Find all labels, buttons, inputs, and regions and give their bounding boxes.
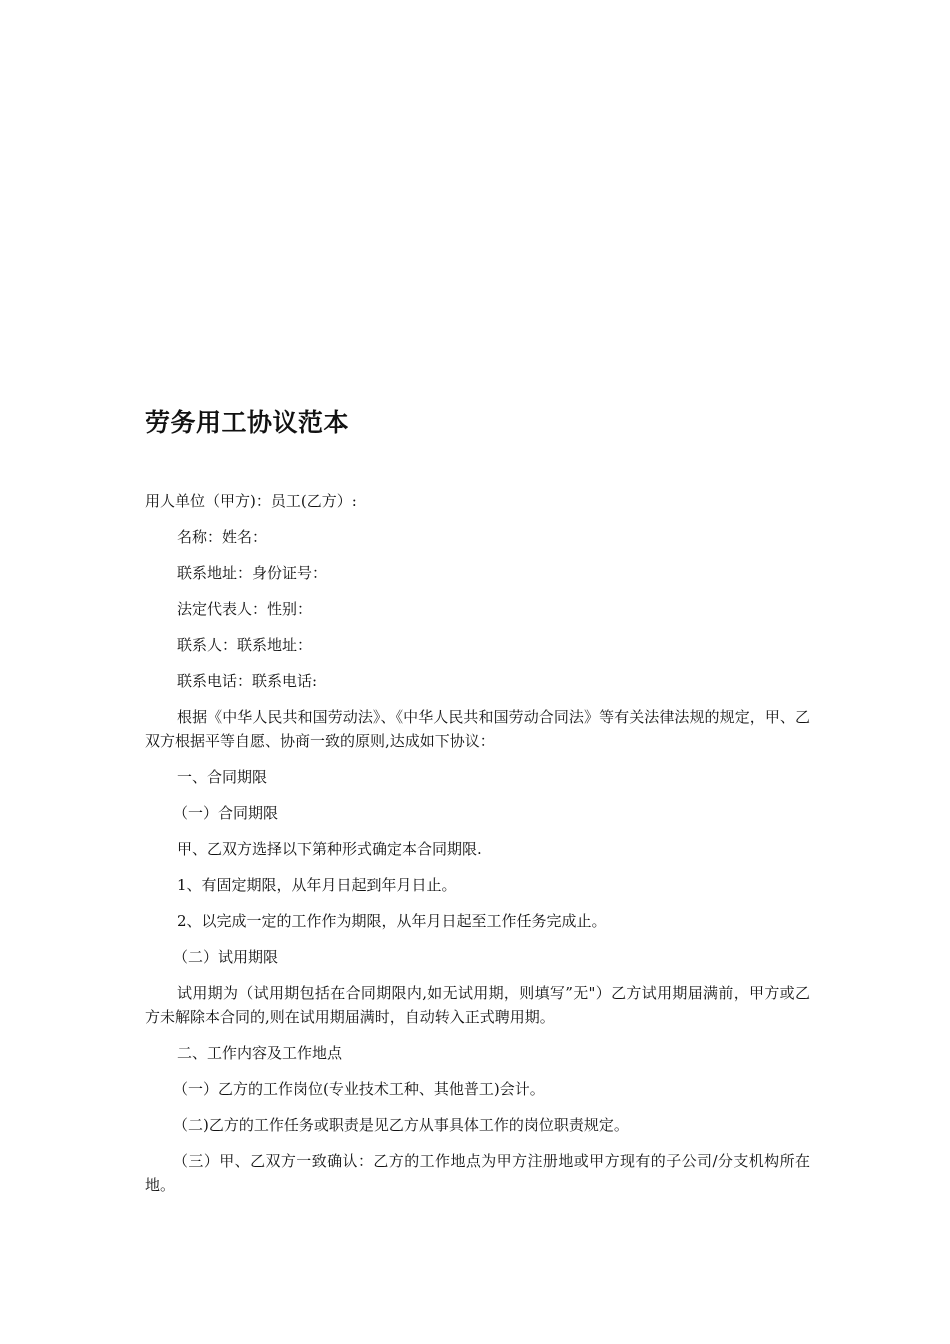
heading-work-content: 二、工作内容及工作地点 xyxy=(177,1044,343,1062)
paragraph-parties-header: 用人单位（甲方)：员工(乙方）: xyxy=(145,492,357,510)
heading-contract-term: 一、合同期限 xyxy=(177,768,268,786)
paragraph-contact: 联系人：联系地址： xyxy=(177,636,313,654)
paragraph-fixed-term: 1、有固定期限，从年月日起到年月日止。 xyxy=(177,876,457,894)
document-title: 劳务用工协议范本 xyxy=(145,408,350,437)
paragraph-phone: 联系电话：联系电话: xyxy=(177,672,318,690)
paragraph-work-duties: （二)乙方的工作任务或职责是见乙方从事具体工作的岗位职责规定。 xyxy=(173,1116,629,1134)
paragraph-name: 名称：姓名： xyxy=(177,528,268,546)
paragraph-preamble: 根据《中华人民共和国劳动法》、《中华人民共和国劳动合同法》等有关法律法规的规定，甲、乙双方根据平等自愿、协商一致的原则,达成如下协议： xyxy=(145,708,810,750)
paragraph-work-post: （一）乙方的工作岗位(专业技术工种、其他普工)会计。 xyxy=(173,1080,545,1098)
paragraph-term-choice: 甲、乙双方选择以下第种形式确定本合同期限. xyxy=(177,840,482,858)
subheading-probation: （二）试用期限 xyxy=(173,948,279,966)
paragraph-address: 联系地址：身份证号： xyxy=(177,564,328,582)
document-body xyxy=(145,489,810,1209)
paragraph-task-term: 2、以完成一定的工作作为期限，从年月日起至工作任务完成止。 xyxy=(177,912,607,930)
paragraph-work-location: （三）甲、乙双方一致确认：乙方的工作地点为甲方注册地或甲方现有的子公司/分支机构所在地。 xyxy=(145,1152,810,1194)
paragraph-legal-rep: 法定代表人：性别： xyxy=(177,600,313,618)
paragraph-probation: 试用期为（试用期包括在合同期限内,如无试用期，则填写”无"）乙方试用期届满前，甲方或乙方未解除本合同的,则在试用期届满时，自动转入正式聘用期。 xyxy=(145,984,810,1026)
subheading-contract-term: （一）合同期限 xyxy=(173,804,279,822)
